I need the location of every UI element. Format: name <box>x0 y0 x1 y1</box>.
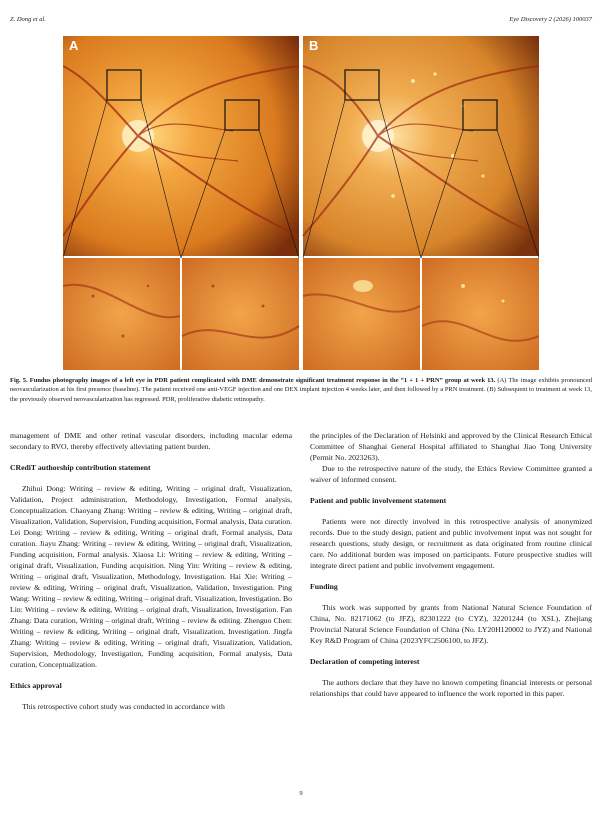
intro-paragraph: management of DME and other retinal vascular disorders, including macular edema secondary to RVO, thereby effectively alleviating patient burden. <box>10 431 292 451</box>
running-header-journal: Eye Discovery 2 (2026) 100037 <box>509 16 592 23</box>
zoom-inset-b1 <box>303 258 420 370</box>
ppi-paragraph: Patients were not directly involved in this retrospective analysis of anonymized records. Due to the study design, patient and public involvement input was not sought for research questions, study design, or recruitment as data originated from routine clinical care. No additional burden was imposed on participants. Future prospective studies will integrate direct patient and public involvement engagement. <box>310 517 592 570</box>
funding-paragraph: This work was supported by grants from National Natural Science Foundation of China, No. 82171062 (to JFZ), 82301222 (to CYZ), 32201244 (to XSL), Zhejiang Provincial Natural Science Foundation of China (No. LY20H120002 to JYZ) and National Key R&D Program of China (2023YFC2506100, to JFZ). <box>310 603 592 645</box>
fundus-figure <box>63 36 539 370</box>
panel-label-b: B <box>309 38 319 53</box>
zoom-inset-b2 <box>422 258 539 370</box>
figure-caption <box>10 376 592 404</box>
caption-body: (A) The image exhibits pronounced neovascularization at his first presence (baseline). The patient received one anti-VEGF injection and one DEX implant injection 4 weeks later, and then followed by a PRN treatment. (B) Subsequent to treatment at week 13, the previously observed neovascularization has regressed. PDR, proliferative diabetic retinopathy. <box>10 377 592 403</box>
panel-a-fundus-image <box>63 36 299 258</box>
ethics-paragraph: This retrospective cohort study was conducted in accordance with <box>22 702 225 711</box>
panel-label-a: A <box>69 38 79 53</box>
running-header-authors: Z. Dong et al. <box>10 16 46 23</box>
credit-heading: CRediT authorship contribution statement <box>10 463 151 472</box>
zoom-inset-a1 <box>63 258 180 370</box>
caption-lead: Fig. 5. Fundus photography images of a left eye in PDR patient complicated with DME demonstrate significant treatment response in the “1 + 1 + PRN” group at week 13. <box>10 377 496 384</box>
funding-heading: Funding <box>310 582 338 591</box>
credit-statement: Zhihui Dong: Writing – review & editing, Writing – original draft, Visualization, Validation, Project administration, Methodology, Investigation, Formal analysis, Conceptualization. Chaoyang Zhang: Writing – review & editing, Writing – original draft, Visualization, Validation, Supervision, Funding acquisition, Formal analysis, Data curation. Lei Dong: Writing – review & editing, Writing – original draft, Formal analysis, Data curation. Jiayu Zhang: Writing – review & editing, Writing – original draft, Visualization, Funding acquisition, Formal analysis. Xiaosa Li: Writing – review & editing, Writing – original draft, Visualization, Funding acquisition. Ning Yin: Writing – review & editing, Writing – original draft, Visualization, Methodology, Investigation. Hai Xie: Writing – review & editing, Writing – original draft, Visualization, Validation, Investigation. Ping Wang: Writing – review & editing, Writing – original draft, Visualization, Investigation. Bo Lin: Writing – review & editing, Writing – original draft, Visualization, Investigation. Fan Zhang: Data curation, Writing – original draft, Writing – review & editing. Zhenguo Chen: Writing – review & editing, Writing – original draft, Visualization, Investigation. Jingfa Zhang: Writing – review & editing, Writing – original draft, Visualization, Validation, Supervision, Methodology, Investigation, Funding acquisition, Formal analysis, Data curation, Conceptualization. <box>10 484 292 669</box>
ppi-heading: Patient and public involvement statement <box>310 496 447 505</box>
coi-paragraph: The authors declare that they have no known competing financial interests or personal relationships that could have appeared to influence the work reported in this paper. <box>310 678 592 698</box>
ethics-continuation: the principles of the Declaration of Helsinki and approved by the Clinical Research Ethical Committee of Shanghai General Hospital affiliated to Shanghai Jiao Tong University (Permit No. 2023263). <box>310 431 592 462</box>
ethics-heading: Ethics approval <box>10 681 62 690</box>
consent-waiver: Due to the retrospective nature of the study, the Ethics Review Committee granted a waiver of informed consent. <box>310 464 592 484</box>
coi-heading: Declaration of competing interest <box>310 657 420 666</box>
panel-b-fundus-image <box>303 36 539 258</box>
right-column <box>310 430 592 699</box>
zoom-inset-a2 <box>182 258 299 370</box>
left-column <box>10 430 292 712</box>
page-number: 9 <box>299 790 303 797</box>
